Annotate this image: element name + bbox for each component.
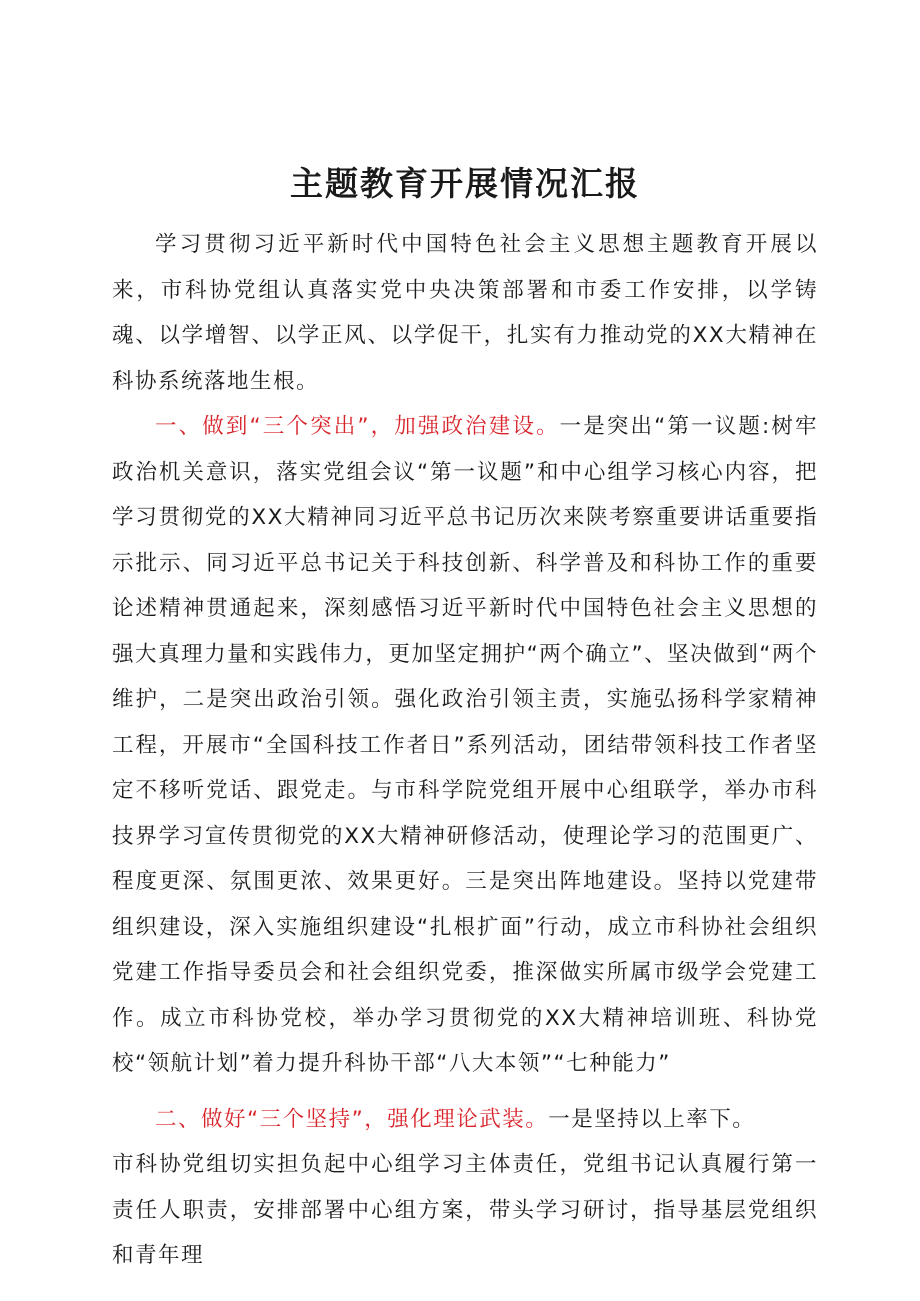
section-1-body: 一是突出“第一议题:树牢政治机关意识，落实党组会议“第一议题”和中心组学习核心内容，把学习贯彻党的XX大精神同习近平总书记历次来陕考察重要讲话重要指示批示、同习近平总书记关于科技创新、科学普及和科协工作的重要论述精神贯通起来，深刻感悟习近平新时代中国特色社会主义思想的强大真理力量和实践伟力，更加坚定拥护“两个确立”、坚决做到“两个维护，二是突出政治引领。强化政治引领主责，实施弘扬科学家精神工程，开展市“全国科技工作者日”系列活动，团结带领科技工作者坚定不移听党话、跟党走。与市科学院党组开展中心组联学，举办市科技界学习宣传贯彻党的XX大精神研修活动，使理论学习的范围更广、程度更深、氛围更浓、效果更好。三是突出阵地建设。坚持以党建带组织建设，深入实施组织建设“扎根扩面”行动，成立市科协社会组织党建工作指导委员会和社会组织党委，推深做实所属市级学会党建工作。成立市科协党校，举办学习贯彻党的XX大精神培训班、科协党校“领航计划”着力提升科协干部“八大本领”“七种能力” <box>112 414 818 1076</box>
section-1-paragraph <box>112 404 818 1087</box>
intro-paragraph: 学习贯彻习近平新时代中国特色社会主义思想主题教育开展以来，市科协党组认真落实党中央决策部署和市委工作安排，以学铸魂、以学增智、以学正风、以学促干，扎实有力推动党的XX大精神在科协系统落地生根。 <box>112 232 818 394</box>
section-2-paragraph <box>112 1097 818 1143</box>
document-title: 主题教育开展情况汇报 <box>290 164 640 203</box>
section-1-heading: 一、做到“三个突出”，加强政治建设。 <box>155 414 560 439</box>
section-2-continuation: 市科协党组切实担负起中心组学习主体责任，党组书记认真履行第一责任人职责，安排部署中心组方案，带头学习研讨，指导基层党组织和青年理 <box>112 1152 818 1268</box>
paragraph-gap <box>112 1087 818 1097</box>
section-2-body: 一是坚持以上率下。 <box>548 1106 756 1132</box>
document-page <box>112 160 818 1279</box>
section-2-heading: 二、做好“三个坚持”，强化理论武装。 <box>155 1106 549 1132</box>
